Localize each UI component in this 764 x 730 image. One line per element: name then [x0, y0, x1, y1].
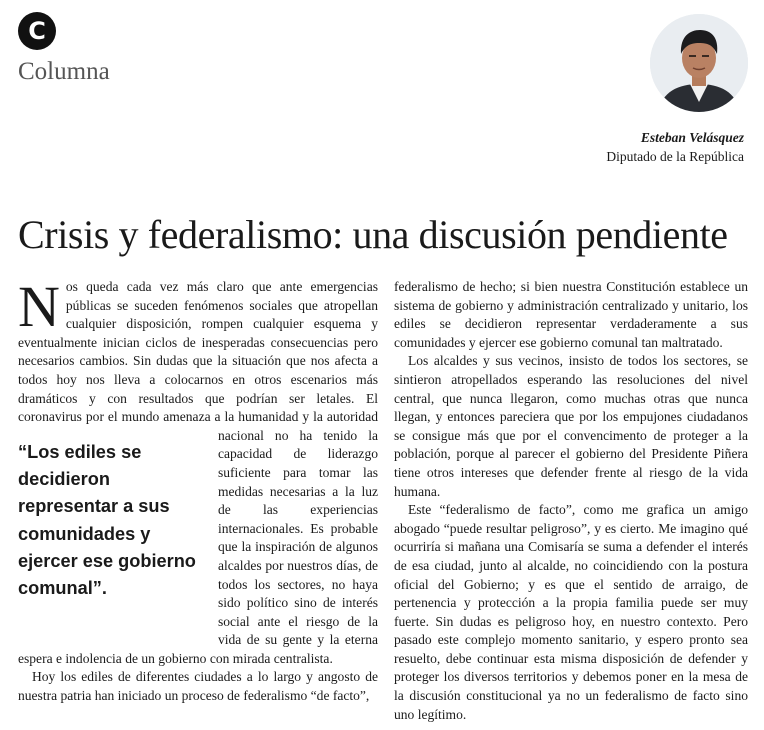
article-paragraph: N os queda cada vez más claro que ante emergencias públicas se suceden fenómenos sociales que atropellan cualquier disposición, rompen cualquier esquema y eventualmente inician ciclos de inesperadas consecuencias pero necesarios cambios. Sin dudas que la situación que nos afecta a todos hoy nos lleva a colocarnos en otros escenarios más dramáticos y con resultados que podrían ser letales. El coronavirus por el mundo amenaza “Los ediles se decidieron representar a sus comunidades y ejercer ese gobierno comunal”. a la humanidad y la autoridad nacional no ha tenido la capacidad de liderazgo suficiente para tomar las medidas necesarias a la luz de las experiencias internacionales. Es probable que la inspiración de algunos alcaldes por nuestros días, de todos los sectores, no haya sido político sino de interés social ante el riesgo de la vida de su gente y la eterna espera e indolencia de un gobierno con mirada centralista. — [18, 274, 378, 666]
dropcap: N — [18, 274, 60, 339]
author-role: Diputado de la República — [606, 149, 744, 164]
author-photo — [650, 14, 748, 112]
pull-quote: “Los ediles se decidieron representar a sus comunidades y ejercer ese gobierno comunal”. — [18, 441, 196, 599]
article-paragraph: Hoy los ediles de diferentes ciudades a lo largo y angosto de nuestra patria han iniciado un proceso de federalismo “de facto”, — [18, 669, 378, 704]
section-badge: C — [18, 12, 56, 50]
article-paragraph: Los alcaldes y sus vecinos, insisto de todos los sectores, se sintieron atropellados esperando las resoluciones del nivel central, que nunca llegaron, como muchas otras que nunca llegan, y entonces pareciera que por los empujones ciudadanos se consigue más que por el convencimento de proteger a la población, porque al parecer el gobierno del Presidente Piñera tiene otros intereses que defender frente al riesgo de la vida humana. — [394, 353, 748, 499]
article-column-left — [18, 274, 378, 706]
article-paragraph-continued: federalismo de hecho; si bien nuestra Constitución establece un sistema de gobierno y administración centralizado y unitario, los ediles se decidieron representar verdaderamente a sus comunidades y ejercer ese gobierno comunal tan maltratado. — [394, 279, 748, 350]
article-column-right — [394, 278, 748, 724]
headline: Crisis y federalismo: una discusión pendiente — [18, 212, 728, 257]
author-name: Esteban Velásquez — [640, 130, 744, 145]
section-label: Columna — [18, 58, 110, 85]
author-portrait-icon — [650, 14, 748, 112]
article-paragraph: Este “federalismo de facto”, como me grafica un amigo abogado “puede resultar peligroso”, y es cierto. Me imagino qué ocurriría si mañana una Comisaría se suma a defender el interés de esa ciudad, junto al alcalde, no coincidiendo con la postura oficial del Gobierno; y es que el sentido de arraigo, de pertenencia y protección a la propia familia puede ser muy fuerte. Sin dudas es peligroso hoy, en nuestro contexto. Pero pasado este complejo momento sanitario, y espero pronto sea resuelto, debe continuar esta misma disposición de defender y proteger los diversos territorios y debemos poner en la mesa de la discusión constitucional ya no un federalismo de facto sino uno legítimo. — [394, 502, 748, 722]
